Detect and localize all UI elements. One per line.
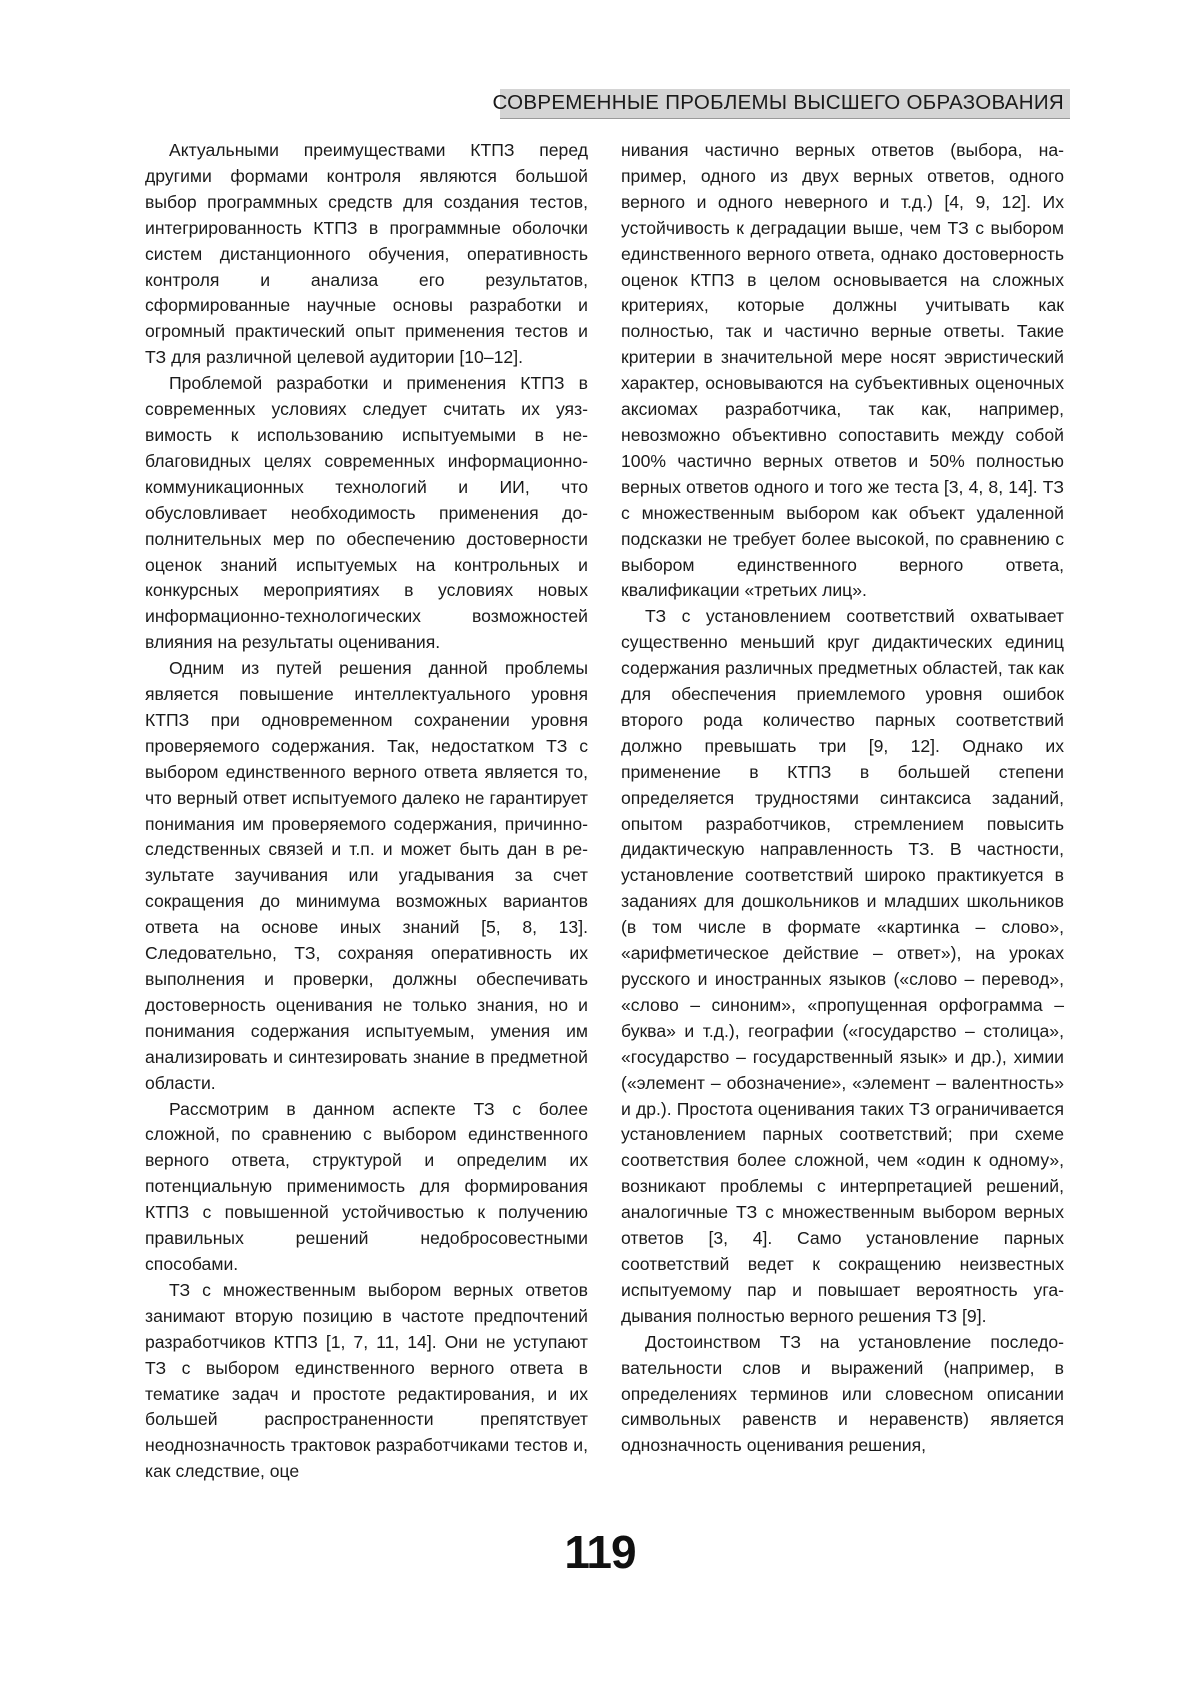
running-header-title: СОВРЕМЕННЫЕ ПРОБЛЕМЫ ВЫСШЕГО ОБРАЗОВАНИЯ [492,91,1064,114]
paragraph-advantages: Актуальными преимуществами КТПЗ перед другими формами контроля являются большой выбор программных средств для создания тестов, интегрированность КТПЗ в программные оболочки систем дистанционного обучения, оперативность контроля и анализа его результатов, сформированные научные основы разработки и огромный практический опыт применения тестов и ТЗ для различной целевой аудитории [10–12]. [145,140,588,368]
paragraph-matching: ТЗ с установлением соответствий охватывает существенно меньший круг дидактических единиц содержания различных предметных областей, так как для обеспечения приемлемого уровня ошибок второго рода количество парных соответствий должно превышать три [9, 12]. Однако их применение в КТПЗ в большей степени определяется трудностями синтаксиса заданий, опытом разработчиков, стремлением повысить дидактическую направленность ТЗ. В частности, установление соответствий широко практикуется в заданиях для дошкольников и младших школьников (в том числе в формате «картинка – слово», «арифметическое действие – ответ»), на уроках русского и иностранных языков («слово – перевод», «слово – синоним», «пропущенная орфограмма – буква» и т.д.), географии («государство – столица», «государство – государственный язык» и др.), химии («элемент – обозначение», «элемент – валентность» и др.). Простота оценивания таких ТЗ ограничивается установлением парных соответствий; при схеме соответствия более сложной, чем «один к одному», возникают проблемы с интерпретацией решений, аналогичные ТЗ с множественным выбором верных ответов [3, 4]. Само установление парных соответствий ведет к сокращению неизвестных испытуемому пар и повышает вероятность угадывания полностью верного решения ТЗ [9]. [621,606,1064,1326]
paragraph-multiple-choice-continued: нивания частично верных ответов (выбора, например, одного из двух верных ответов, одного верного и одного неверного и т.д.) [4, 9, 12]. Их устойчивость к деградации выше, чем ТЗ с выбором единственного верного ответа, однако достоверность оценок КТПЗ в целом основывается на сложных критериях, которые должны учитывать как полностью, так и частично верные ответы. Такие критерии в значительной мере носят эвристический характер, основываются на субъективных оценочных аксиомах разработчика, так как, например, невозможно объективно сопоставить между собой 100% частично верных ответов и 50% полностью верных ответов одного и того же теста [3, 4, 8, 14]. ТЗ с множественным выбором как объект удаленной подсказки не требует более высокой, по сравнению с выбором единственного верного ответа, квалификации «третьих лиц». [621,140,1064,601]
left-column [145,138,588,1485]
page-number: 119 [564,1526,636,1578]
paragraph-multiple-choice: ТЗ с множественным выбором верных ответов занимают вторую позицию в частоте предпочтений разработчиков КТПЗ [1, 7, 11, 14]. Они не уступают ТЗ с выбором единственного верного ответа в тематике задач и простоте редактирования, и их большей распространенности препятствует неоднозначность трактовок разработчиками тестов и, как следствие, оце [145,1279,588,1482]
paragraph-sequence: Достоинством ТЗ на установление последовательности слов и выражений (например, в определениях терминов или словесном описании символьных равенств и неравенств) является однозначность оценивания решения, [621,1331,1064,1456]
paragraph-consider: Рассмотрим в данном аспекте ТЗ с более сложной, по сравнению с выбором единственного верного ответа, структурой и определим их потенциальную применимость для формирования КТПЗ с повышенной устойчивостью к получению правильных решений недобросовестными способами. [145,1098,588,1274]
right-column [621,138,1064,1459]
running-header [492,89,1070,119]
paragraph-problem: Проблемой разработки и применения КТПЗ в современных условиях следует считать их уязвимость к использованию испытуемыми в неблаговидных целях современных информационно-коммуникационных технологий и ИИ, что обусловливает необходимость применения дополнительных мер по обеспечению достоверности оценок знаний испытуемых на контрольных и конкурсных мероприятиях в условиях новых информационно-технологических возможностей влияния на результаты оценивания. [145,373,588,653]
paragraph-solution: Одним из путей решения данной проблемы является повышение интеллектуального уровня КТПЗ при одновременном сохранении уровня проверяемого содержания. Так, недостатком ТЗ с выбором единственного верного ответа является то, что верный ответ испытуемого далеко не гарантирует понимания им проверяемого содержания, причинно-следственных связей и т.п. и может быть дан в результате заучивания или угадывания за счет сокращения до минимума возможных вариантов ответа на основе иных знаний [5, 8, 13]. Следовательно, ТЗ, сохраняя оперативность их выполнения и проверки, должны обеспечивать достоверность оценивания не только знания, но и понимания содержания испытуемым, умения им анализировать и синтезировать знание в предметной области. [145,658,588,1093]
